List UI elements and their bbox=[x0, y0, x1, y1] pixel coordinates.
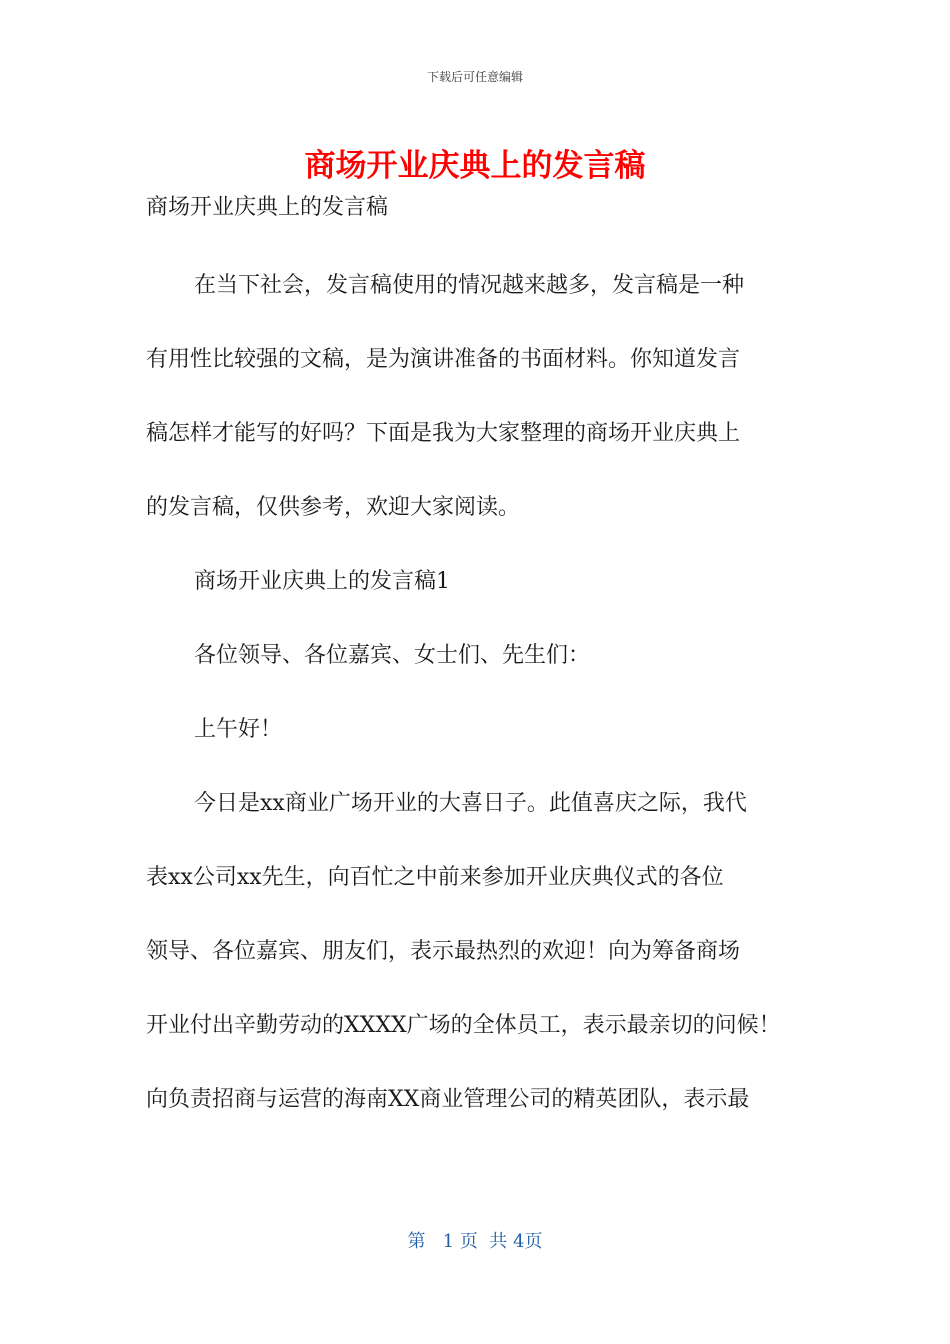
paragraph-line: 的发言稿，仅供参考，欢迎大家阅读。 bbox=[146, 495, 521, 520]
document-title: 商场开业庆典上的发言稿 bbox=[304, 148, 646, 184]
paragraph-line: 开业付出辛勤劳动的XXXX广场的全体员工，表示最亲切的问候！ bbox=[146, 1013, 781, 1038]
document-body bbox=[146, 196, 806, 1162]
paragraph-line: 领导、各位嘉宾、朋友们，表示最热烈的欢迎！向为筹备商场 bbox=[146, 939, 741, 964]
paragraph-line: 在当下社会，发言稿使用的情况越来越多，发言稿是一种 bbox=[194, 273, 745, 298]
paragraph-line: 向负责招商与运营的海南XX商业管理公司的精英团队，表示最 bbox=[146, 1087, 750, 1112]
header-note: 下载后可任意编辑 bbox=[426, 70, 523, 84]
page-number-footer: 第 1 页 共 4页 bbox=[407, 1231, 543, 1252]
greeting-line: 上午好！ bbox=[194, 717, 283, 742]
paragraph-line: 稿怎样才能写的好吗？下面是我为大家整理的商场开业庆典上 bbox=[146, 421, 741, 446]
paragraph-line: 有用性比较强的文稿，是为演讲准备的书面材料。你知道发言 bbox=[146, 347, 741, 372]
section-heading: 商场开业庆典上的发言稿1 bbox=[194, 569, 450, 594]
paragraph-line: 今日是xx商业广场开业的大喜日子。此值喜庆之际，我代 bbox=[194, 791, 747, 816]
salutation-line: 各位领导、各位嘉宾、女士们、先生们： bbox=[194, 643, 591, 668]
document-subtitle: 商场开业庆典上的发言稿 bbox=[146, 195, 389, 220]
paragraph-line: 表xx公司xx先生，向百忙之中前来参加开业庆典仪式的各位 bbox=[146, 865, 724, 890]
